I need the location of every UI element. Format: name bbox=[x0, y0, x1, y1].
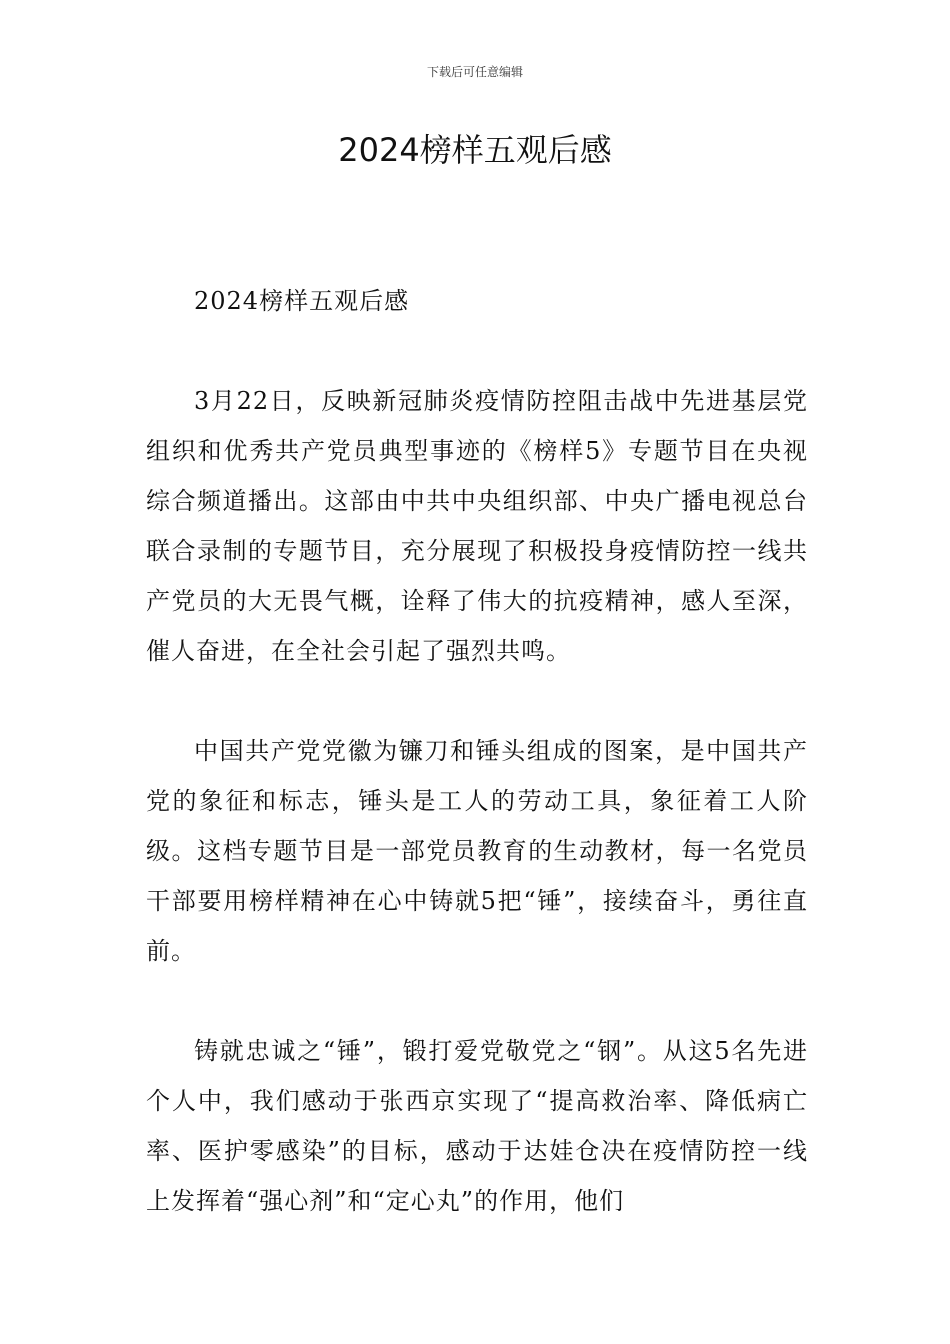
paragraph-1: 3月22日，反映新冠肺炎疫情防控阻击战中先进基层党组织和优秀共产党员典型事迹的《榜样5》专题节目在央视综合频道播出。这部由中共中央组织部、中央广播电视总台联合录制的专题节目，充分展现了积极投身疫情防控一线共产党员的大无畏气概，诠释了伟大的抗疫精神，感人至深，催人奋进，在全社会引起了强烈共鸣。 bbox=[146, 387, 808, 665]
paragraph-subtitle: 2024榜样五观后感 bbox=[194, 287, 410, 315]
page-header-note: 下载后可任意编辑 bbox=[426, 65, 523, 79]
document-title: 2024榜样五观后感 bbox=[338, 131, 612, 169]
paragraph-2: 中国共产党党徽为镰刀和锤头组成的图案，是中国共产党的象征和标志，锤头是工人的劳动工具，象征着工人阶级。这档专题节目是一部党员教育的生动教材，每一名党员干部要用榜样精神在心中铸就5把“锤”，接续奋斗，勇往直前。 bbox=[146, 737, 808, 965]
document-body bbox=[146, 276, 808, 1276]
paragraph-3: 铸就忠诚之“锤”，锻打爱党敬党之“钢”。从这5名先进个人中，我们感动于张西京实现了“提高救治率、降低病亡率、医护零感染”的目标，感动于达娃仓决在疫情防控一线上发挥着“强心剂”和“定心丸”的作用，他们 bbox=[146, 1037, 808, 1215]
